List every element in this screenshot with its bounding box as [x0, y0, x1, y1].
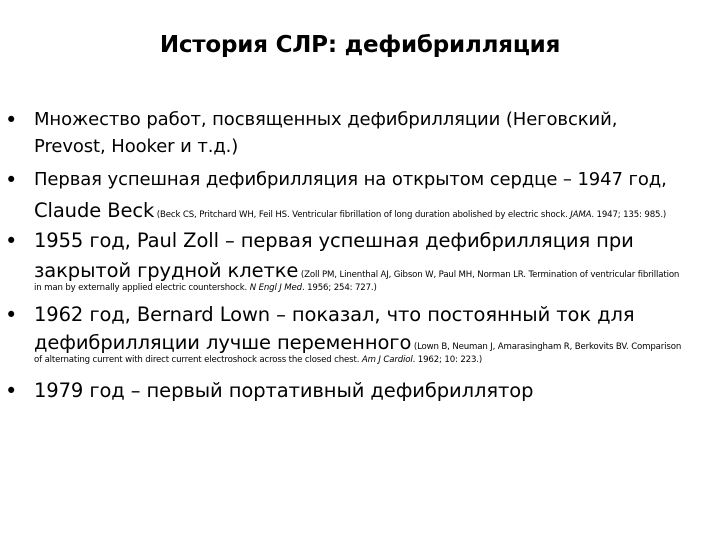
bullet-icon: • — [5, 303, 18, 327]
citation-text: of alternating current with direct current electroshock across the closed chest. — [34, 355, 362, 365]
citation — [154, 210, 666, 220]
item-text-line: 1955 год, Paul Zoll – первая успешная дефибрилляция при — [34, 229, 634, 252]
citation-text: . 1947; 135: 985.) — [591, 210, 667, 220]
citation-text: . 1962; 10: 223.) — [412, 355, 483, 365]
item-text-line: 1979 год – первый портативный дефибриллятор — [34, 379, 534, 402]
item-text-line: Множество работ, посвященных дефибрилляции (Неговский, — [34, 109, 618, 130]
citation — [34, 282, 377, 294]
citation-text: in man by externally applied electric countershock. — [34, 283, 250, 293]
bullet-icon: • — [5, 168, 18, 192]
citation-text: (Lown B, Neuman J, Amarasingham R, Berkovits BV. Comparison — [411, 342, 682, 352]
slide-title: История СЛР: дефибрилляция — [159, 32, 561, 58]
citation-journal: N Engl J Med — [249, 283, 302, 293]
item-main-text: закрытой грудной клетке — [34, 259, 299, 282]
item-text-line — [34, 199, 666, 227]
item-main-text: Claude Beck — [34, 199, 155, 222]
bullet-icon: • — [5, 379, 18, 403]
item-main-text: дефибрилляции лучше переменного — [34, 331, 412, 354]
citation-text: (Beck CS, Pritchard WH, Feil HS. Ventricular fibrillation of long duration abolished by electric shock. — [154, 210, 571, 220]
bullet-icon: • — [5, 108, 18, 132]
item-text-line: 1962 год, Bernard Lown – показал, что постоянный ток для — [34, 303, 635, 326]
bullet-icon: • — [5, 229, 18, 253]
item-text-line: Prevost, Hooker и т.д.) — [34, 136, 239, 157]
item-text-line: Первая успешная дефибрилляция на открытом сердце – 1947 год, — [34, 169, 667, 190]
citation-journal: Am J Cardiol — [361, 355, 413, 365]
citation — [34, 354, 482, 366]
citation-text: . 1956; 254: 727.) — [301, 283, 377, 293]
citation-journal: JAMA — [570, 210, 592, 220]
citation-text: (Zoll PM, Linenthal AJ, Gibson W, Paul MH, Norman LR. Termination of ventricular fibrillation — [298, 270, 680, 280]
